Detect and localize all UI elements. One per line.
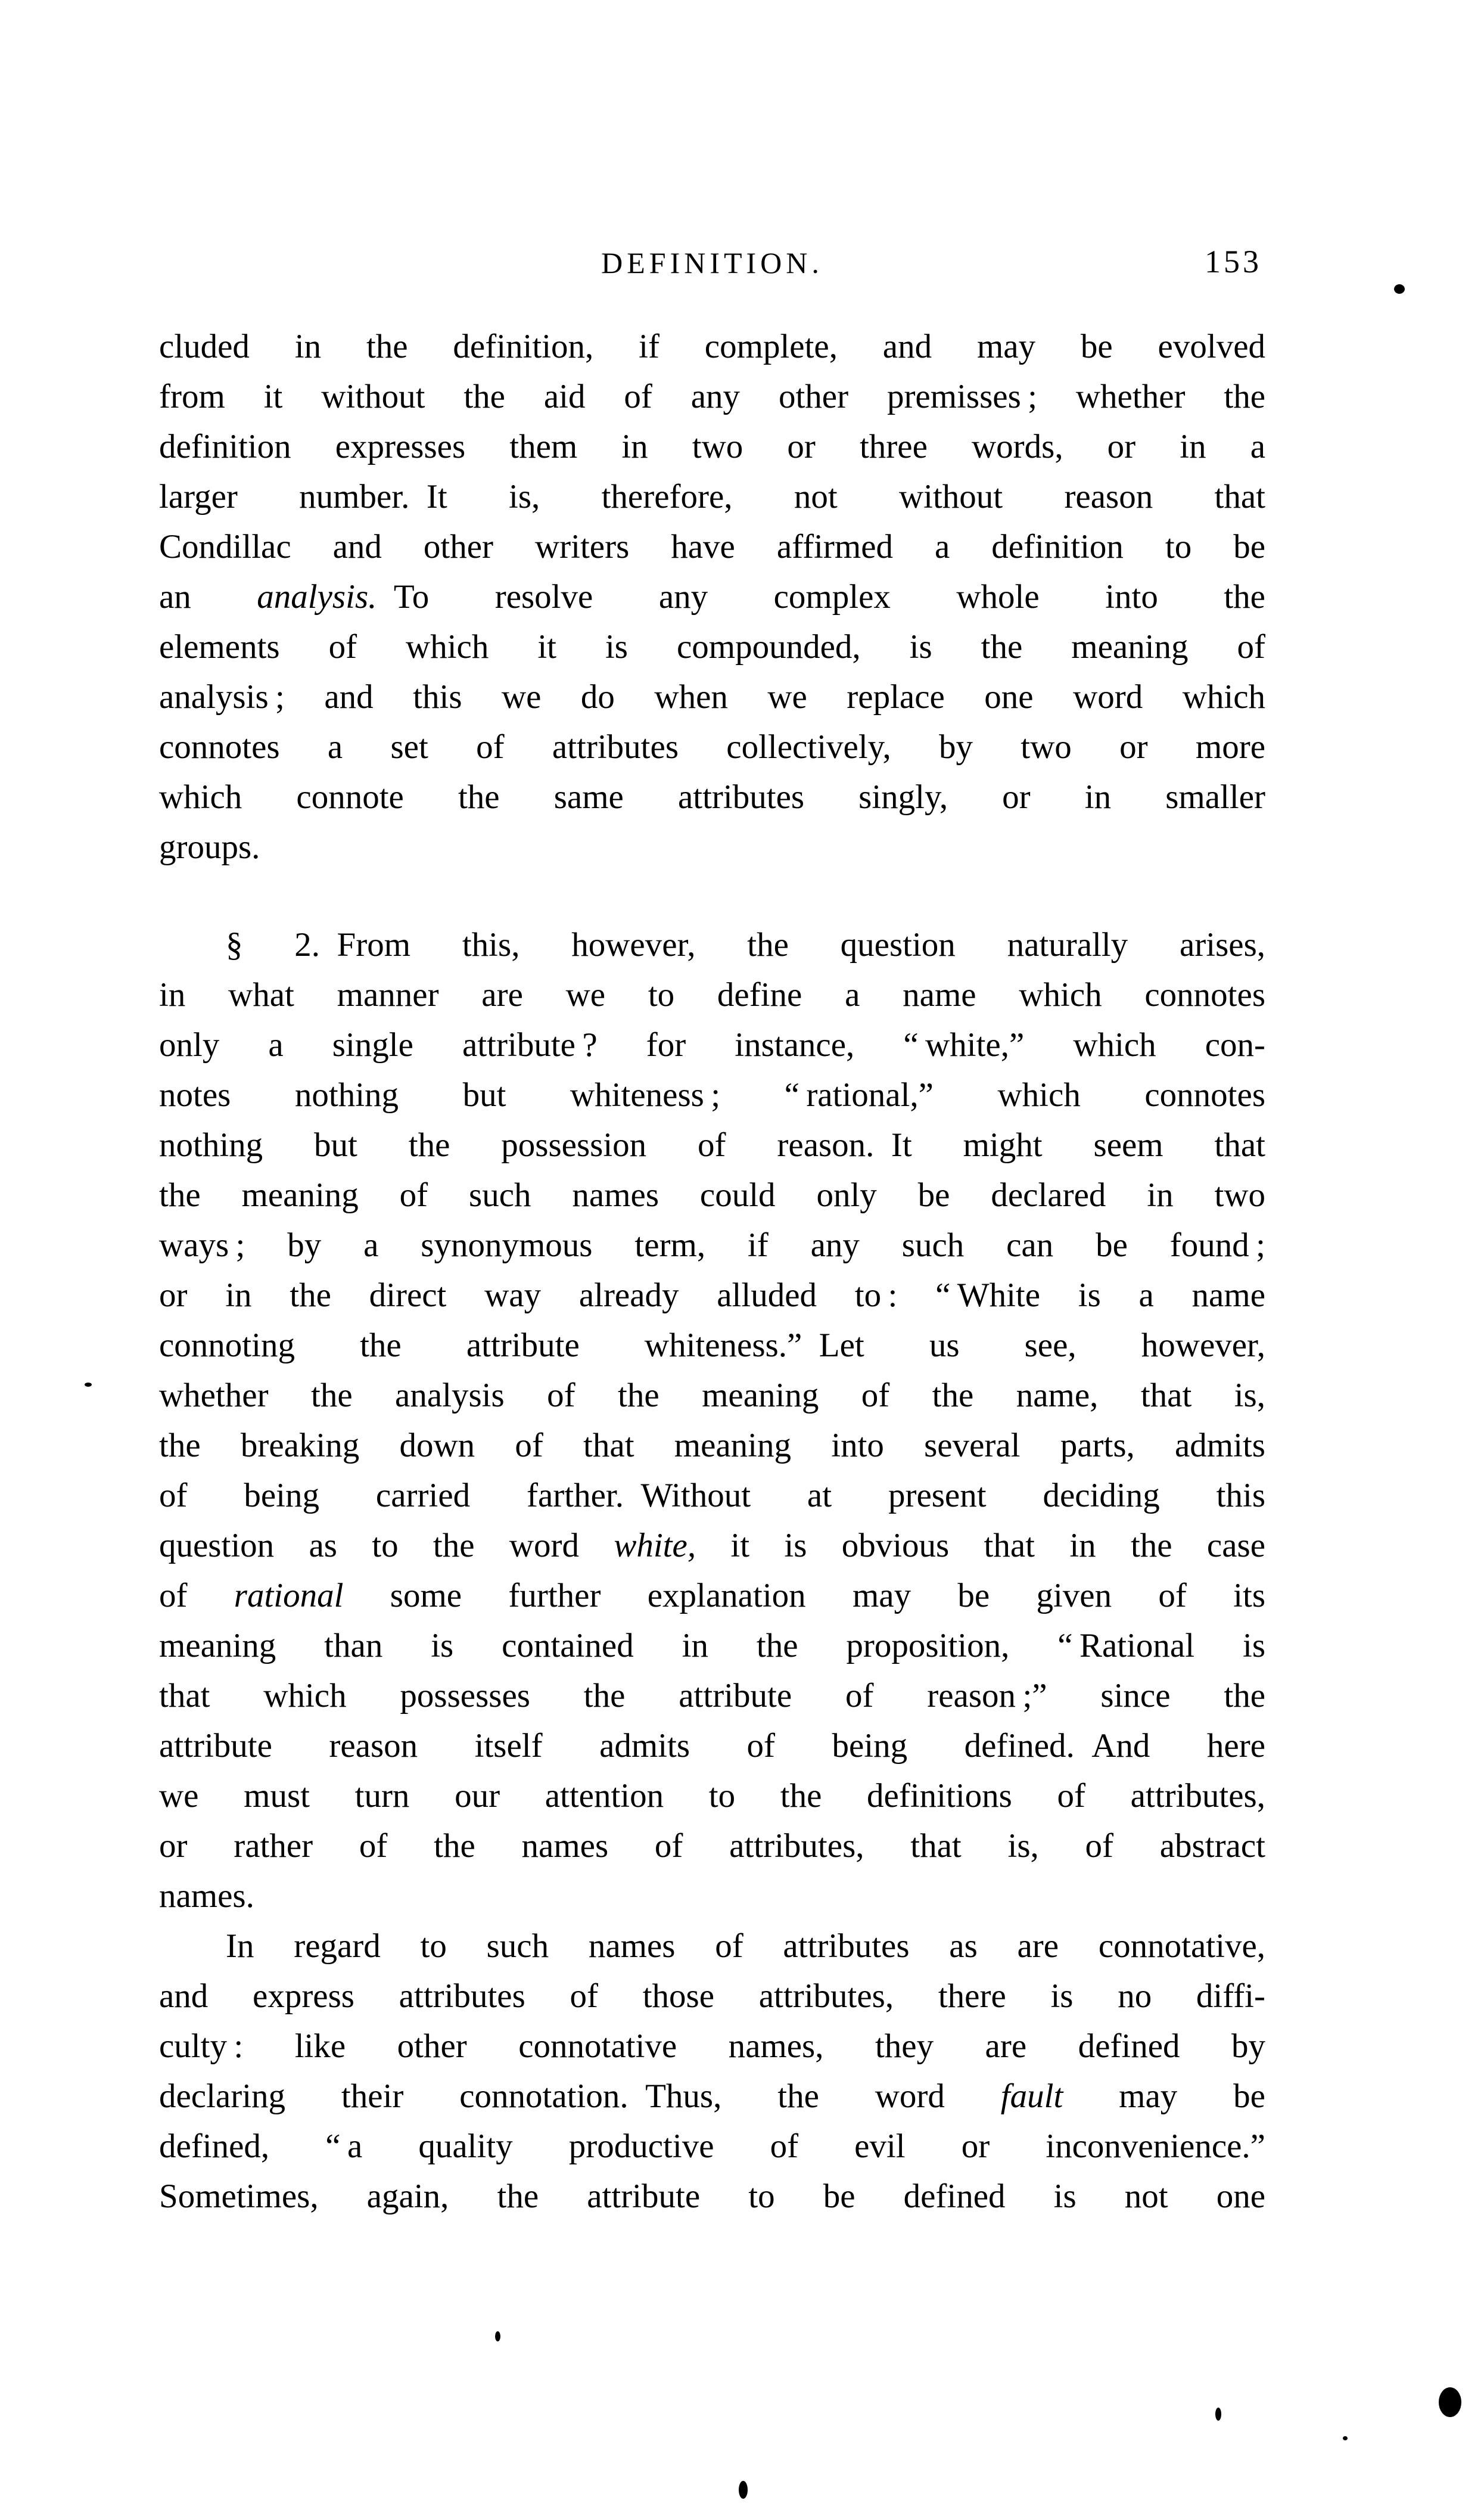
- ink-speck: [85, 1383, 92, 1387]
- text-line: Condillac and other writers have affirmed a definition to be: [159, 528, 1265, 566]
- paragraph: [159, 322, 1265, 872]
- text-line: cluded in the definition, if complete, and may be evolved: [159, 328, 1265, 365]
- italic-term: analysis.: [257, 578, 377, 616]
- text-line: of being carried farther. Without at present deciding this: [159, 1477, 1265, 1514]
- text-line: attribute reason itself admits of being defined. And here: [159, 1727, 1265, 1765]
- ink-speck: [1343, 2436, 1348, 2440]
- text-line: in what manner are we to define a name which connotes: [159, 976, 1265, 1014]
- text-line: ways ; by a synonymous term, if any such can be found ;: [159, 1226, 1265, 1264]
- page-title: DEFINITION.: [601, 246, 823, 279]
- text-line: definition expresses them in two or three words, or in a: [159, 428, 1265, 465]
- text-line: nothing but the possession of reason. It might seem that: [159, 1126, 1265, 1164]
- text-line: declaring their connotation. Thus, the word fault may be: [159, 2077, 1265, 2115]
- text-line: and express attributes of those attributes, there is no diffi-: [159, 1977, 1265, 2015]
- ink-speck: [1215, 2408, 1221, 2421]
- text-line: or rather of the names of attributes, that is, of abstract: [159, 1827, 1265, 1865]
- text-line: names.: [159, 1877, 254, 1915]
- ink-speck: [1394, 284, 1405, 294]
- text-line: only a single attribute ? for instance, “ white,” which con-: [159, 1026, 1265, 1064]
- text-line: defined, “ a quality productive of evil or inconvenience.”: [159, 2127, 1265, 2165]
- ink-speck: [1439, 2387, 1461, 2417]
- page-number: 153: [1205, 244, 1262, 279]
- text-line: or in the direct way already alluded to : “ White is a name: [159, 1276, 1265, 1314]
- text-line: larger number. It is, therefore, not without reason that: [159, 478, 1265, 515]
- text-line: Sometimes, again, the attribute to be defined is not one: [159, 2178, 1265, 2215]
- paragraph: [159, 920, 1265, 1921]
- text-line: § 2. From this, however, the question naturally arises,: [226, 926, 1265, 964]
- italic-term: rational: [234, 1577, 344, 1614]
- text-line: we must turn our attention to the definitions of attributes,: [159, 1777, 1265, 1815]
- text-line: whether the analysis of the meaning of the name, that is,: [159, 1377, 1265, 1414]
- text-line: question as to the word white, it is obvious that in the case: [159, 1527, 1265, 1564]
- text-line: an analysis. To resolve any complex whole into the: [159, 578, 1265, 616]
- text-line: meaning than is contained in the proposition, “ Rational is: [159, 1627, 1265, 1664]
- italic-term: white,: [614, 1527, 696, 1564]
- italic-term: fault: [1000, 2077, 1063, 2115]
- text-line: from it without the aid of any other premisses ; whether the: [159, 378, 1265, 415]
- text-line: of rational some further explanation may be given of its: [159, 1577, 1266, 1614]
- running-header: [159, 246, 1265, 282]
- paragraph: [159, 1921, 1265, 2222]
- text-line: groups.: [159, 828, 260, 866]
- page-body: [159, 322, 1265, 2222]
- text-line: elements of which it is compounded, is the meaning of: [159, 628, 1265, 666]
- ink-speck: [495, 2331, 500, 2341]
- text-line: culty : like other connotative names, they are defined by: [159, 2027, 1265, 2065]
- text-line: that which possesses the attribute of reason ;” since the: [159, 1677, 1265, 1714]
- text-line: connoting the attribute whiteness.” Let us see, however,: [159, 1327, 1265, 1364]
- ink-speck: [739, 2481, 748, 2499]
- text-line: connotes a set of attributes collectively, by two or more: [159, 728, 1265, 766]
- text-line: the meaning of such names could only be declared in two: [159, 1176, 1265, 1214]
- text-line: the breaking down of that meaning into several parts, admits: [159, 1427, 1265, 1464]
- text-line: In regard to such names of attributes as are connotative,: [226, 1927, 1265, 1965]
- text-line: which connote the same attributes singly, or in smaller: [159, 778, 1265, 816]
- text-line: notes nothing but whiteness ; “ rational,” which connotes: [159, 1076, 1265, 1114]
- text-line: analysis ; and this we do when we replace one word which: [159, 678, 1265, 716]
